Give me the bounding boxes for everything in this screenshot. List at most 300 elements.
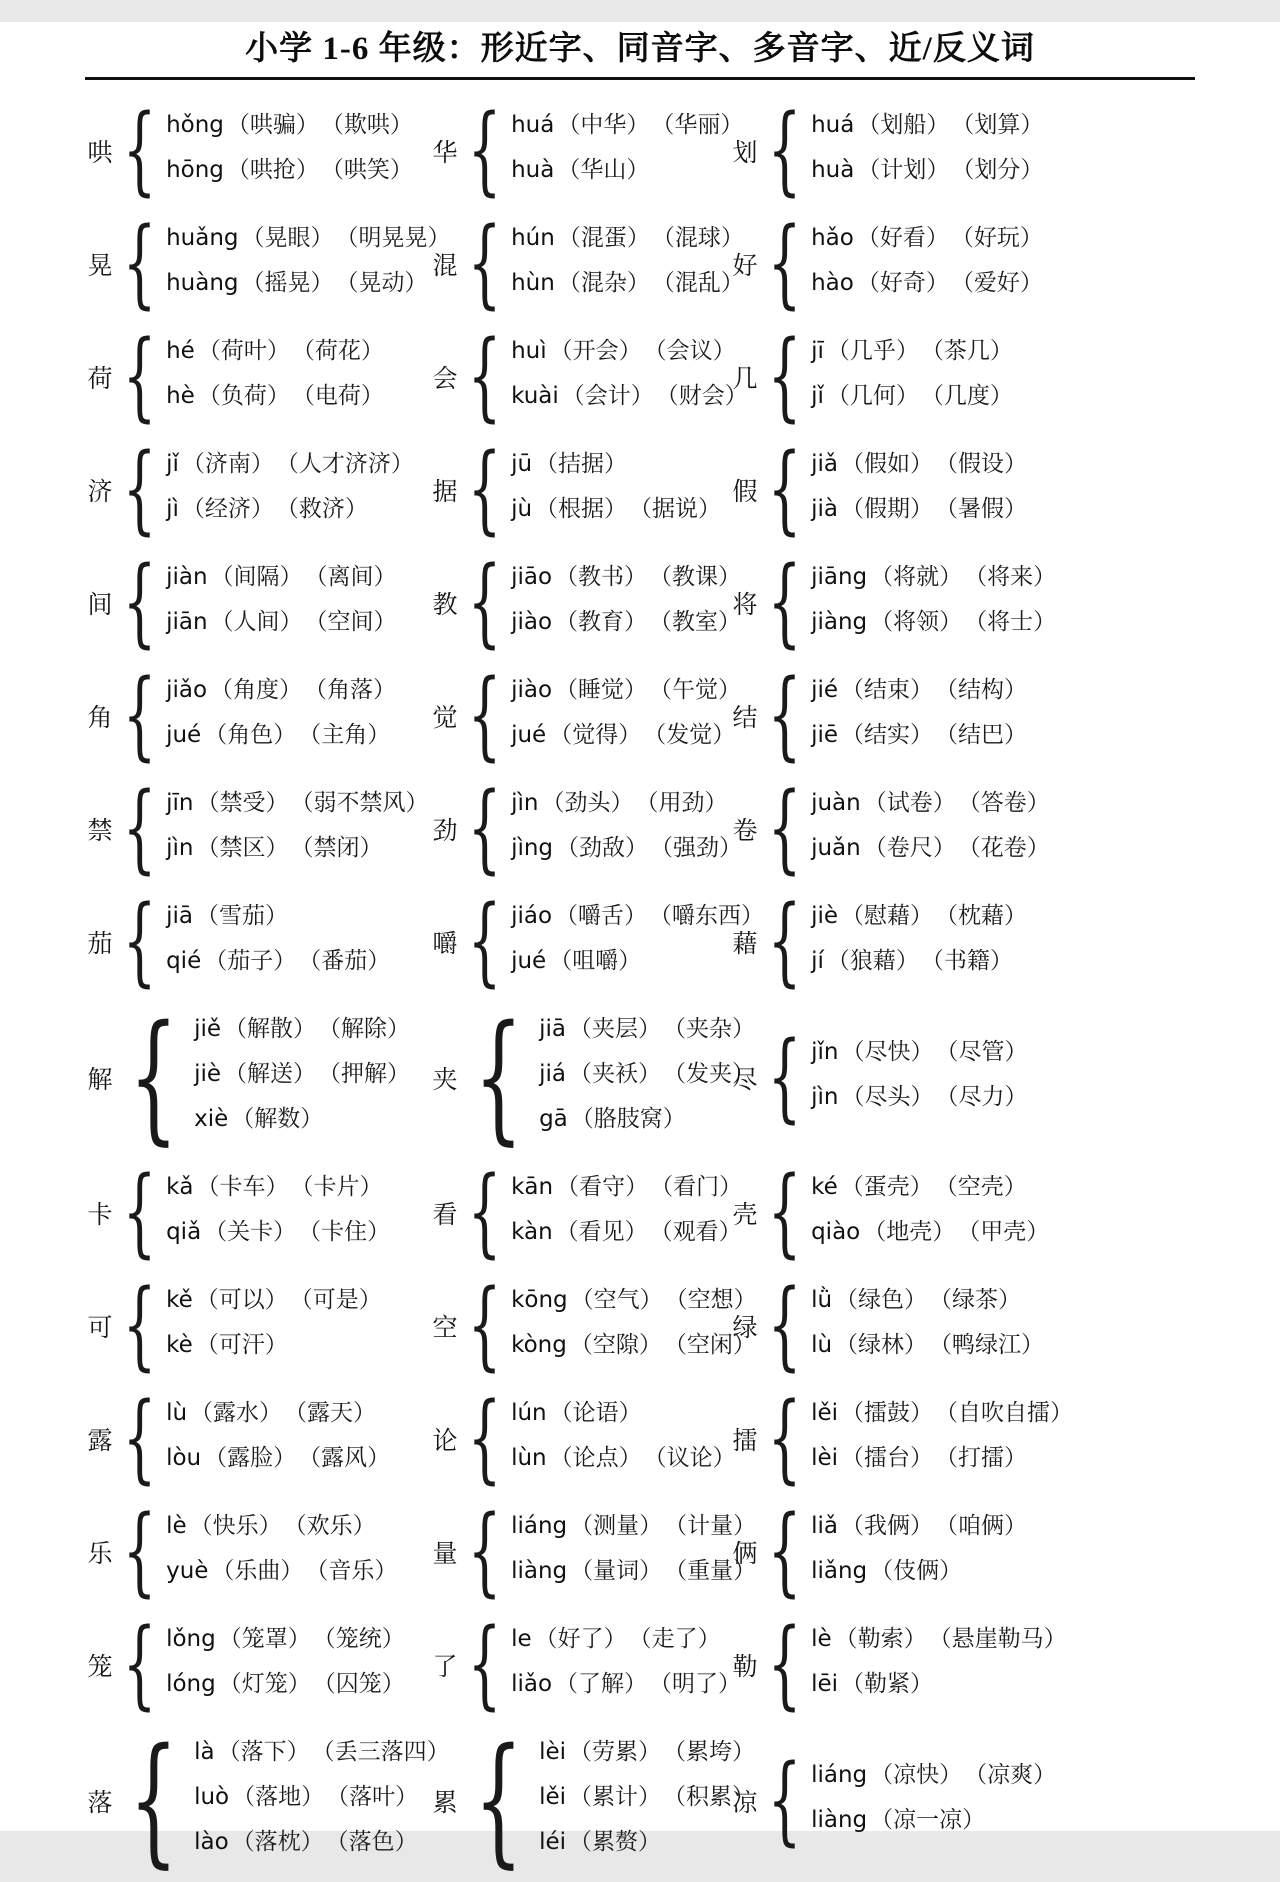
example-word: （ 灯笼 ）	[219, 1665, 311, 1698]
document-page	[0, 22, 1280, 1882]
reading-line	[811, 1801, 1058, 1846]
reading-line	[811, 942, 1029, 987]
example-word: （ 夹层 ）	[569, 1010, 661, 1043]
example-word: （ 空想 ）	[665, 1281, 757, 1314]
reading-line	[511, 1439, 738, 1484]
example-word: （ 教室 ）	[649, 603, 741, 636]
pinyin-text: huǎng	[166, 225, 239, 251]
example-word: （ 爱好 ）	[951, 264, 1043, 297]
example-word: （ 胳肢窝 ）	[571, 1100, 686, 1133]
reading-lines	[511, 784, 744, 874]
entry-character: 觉	[432, 705, 458, 732]
example-word: （ 混球 ）	[652, 219, 744, 252]
reading-lines	[511, 1394, 738, 1484]
example-word: （ 伎俩 ）	[870, 1552, 962, 1585]
reading-line	[811, 1326, 1046, 1371]
reading-lines	[511, 332, 750, 422]
pinyin-text: jiào	[511, 609, 553, 635]
brace-icon: {	[767, 1743, 802, 1856]
brace-icon: {	[467, 546, 502, 659]
reading-lines	[166, 219, 452, 309]
brace-icon: {	[122, 1269, 157, 1382]
brace-icon: {	[122, 1495, 157, 1608]
pinyin-text: lù	[811, 1332, 833, 1358]
brace-icon: {	[767, 1020, 802, 1133]
pinyin-text: jiáo	[511, 903, 553, 929]
reading-line	[811, 490, 1029, 535]
reading-line	[511, 897, 766, 942]
entry	[85, 996, 430, 1159]
reading-line	[166, 1507, 399, 1552]
entry	[85, 546, 430, 659]
brace-icon: {	[467, 207, 502, 320]
reading-line	[811, 1756, 1058, 1801]
example-word: （ 几度 ）	[921, 377, 1013, 410]
entry	[430, 433, 730, 546]
reading-lines	[511, 1281, 759, 1371]
example-word: （ 嚼舌 ）	[555, 897, 647, 930]
example-word: （ 露风 ）	[298, 1439, 390, 1472]
reading-line	[166, 558, 398, 603]
reading-lines	[166, 106, 415, 196]
reading-line	[194, 1100, 412, 1145]
brace-icon: {	[467, 1608, 502, 1721]
pinyin-text: luò	[194, 1784, 230, 1810]
example-word: （ 悬崖勒马 ）	[929, 1620, 1067, 1653]
example-word: （ 摇晃 ）	[242, 264, 334, 297]
pinyin-text: huì	[511, 338, 547, 364]
pinyin-text: kàn	[511, 1219, 553, 1245]
example-word: （ 负荷 ）	[198, 377, 290, 410]
pinyin-text: hōng	[166, 157, 224, 183]
pinyin-text: jiā	[539, 1016, 566, 1042]
pinyin-text: juǎn	[811, 835, 861, 861]
example-word: （ 据说 ）	[629, 490, 721, 523]
entry	[85, 1382, 430, 1495]
example-word: （ 解散 ）	[224, 1010, 316, 1043]
entry	[730, 1156, 1280, 1269]
reading-lines	[811, 1394, 1075, 1484]
example-word: （ 离间 ）	[305, 558, 397, 591]
pinyin-text: hè	[166, 383, 195, 409]
brace-icon: {	[474, 996, 524, 1159]
example-word: （ 开会 ）	[550, 332, 642, 365]
entry-character: 晃	[87, 253, 113, 280]
reading-line	[539, 1055, 757, 1100]
entry	[730, 1743, 1280, 1856]
reading-line	[166, 603, 398, 648]
brace-icon: {	[122, 320, 157, 433]
reading-lines	[811, 1168, 1051, 1258]
example-word: （ 禁闭 ）	[290, 829, 382, 862]
reading-line	[194, 1055, 412, 1100]
reading-line	[811, 151, 1045, 196]
pinyin-text: kòng	[511, 1332, 567, 1358]
example-word: （ 卡片 ）	[291, 1168, 383, 1201]
reading-line	[511, 106, 745, 151]
pinyin-text: liǎng	[811, 1558, 868, 1584]
entry	[85, 885, 430, 998]
reading-lines	[166, 1394, 392, 1484]
example-word: （ 空闲 ）	[664, 1326, 756, 1359]
example-word: （ 书籍 ）	[921, 942, 1013, 975]
reading-lines	[166, 1281, 384, 1371]
entry	[85, 1608, 430, 1721]
reading-line	[166, 1281, 384, 1326]
example-word: （ 暑假 ）	[935, 490, 1027, 523]
pinyin-text: kān	[511, 1174, 554, 1200]
reading-line	[166, 1665, 407, 1710]
entry-character: 藉	[732, 931, 758, 958]
example-word: （ 将领 ）	[870, 603, 962, 636]
entry-character: 好	[732, 253, 758, 280]
brace-icon: {	[767, 546, 802, 659]
reading-lines	[166, 1168, 392, 1258]
example-word: （ 论点 ）	[550, 1439, 642, 1472]
pinyin-text: jìng	[511, 835, 554, 861]
entry	[430, 1156, 730, 1269]
pinyin-text: kōng	[511, 1287, 568, 1313]
example-word: （ 救济 ）	[276, 490, 368, 523]
entry	[430, 772, 730, 885]
reading-line	[166, 784, 430, 829]
example-word: （ 囚笼 ）	[313, 1665, 405, 1698]
example-word: （ 快乐 ）	[190, 1507, 282, 1540]
pinyin-text: jī	[811, 338, 824, 364]
reading-lines	[194, 1010, 412, 1145]
pinyin-text: lùn	[511, 1445, 547, 1471]
entry-character: 凉	[732, 1789, 758, 1817]
pinyin-text: jiǎo	[166, 677, 208, 703]
example-word: （ 觉得 ）	[549, 716, 641, 749]
example-word: （ 卡车 ）	[197, 1168, 289, 1201]
example-word: （ 用劲 ）	[635, 784, 727, 817]
pinyin-text: lǜ	[811, 1287, 833, 1313]
reading-line	[511, 490, 723, 535]
entry-character: 荷	[87, 366, 113, 393]
reading-line	[511, 1620, 743, 1665]
pinyin-text: qiǎ	[166, 1219, 202, 1245]
example-word: （ 积累 ）	[663, 1778, 755, 1811]
example-word: （ 空壳 ）	[935, 1168, 1027, 1201]
entry	[730, 1269, 1280, 1382]
pinyin-text: hé	[166, 338, 195, 364]
pinyin-text: hǒng	[166, 112, 224, 138]
reading-lines	[539, 1010, 757, 1145]
reading-line	[511, 264, 746, 309]
example-word: （ 尽快 ）	[841, 1033, 933, 1066]
example-word: （ 茶几 ）	[921, 332, 1013, 365]
pinyin-text: liáng	[811, 1761, 868, 1788]
example-word: （ 发觉 ）	[643, 716, 735, 749]
example-word: （ 累垮 ）	[663, 1733, 755, 1766]
entry-character: 结	[732, 705, 758, 732]
brace-icon: {	[129, 1719, 179, 1882]
pinyin-text: lún	[511, 1400, 547, 1426]
entry-character: 俩	[732, 1541, 758, 1568]
reading-line	[511, 784, 744, 829]
example-word: （ 雪茄 ）	[196, 897, 288, 930]
example-word: （ 茄子 ）	[204, 942, 296, 975]
brace-icon: {	[767, 433, 802, 546]
example-word: （ 绿茶 ）	[929, 1281, 1021, 1314]
reading-line	[811, 1665, 1069, 1710]
pinyin-text: jiāo	[511, 564, 553, 590]
reading-line	[511, 1168, 744, 1213]
example-word: （ 看守 ）	[556, 1168, 648, 1201]
reading-line	[511, 942, 766, 987]
entry-character: 哄	[87, 140, 113, 167]
pinyin-text: léi	[539, 1829, 567, 1855]
example-word: （ 狼藉 ）	[827, 942, 919, 975]
pinyin-text: jǐn	[811, 1038, 839, 1065]
pinyin-text: jìn	[511, 790, 539, 816]
pinyin-text: jiā	[166, 903, 193, 929]
entry-character: 勒	[732, 1654, 758, 1681]
entry	[430, 1608, 730, 1721]
example-word: （ 重量 ）	[664, 1552, 756, 1585]
entry-character: 华	[432, 140, 458, 167]
title-divider	[85, 77, 1195, 80]
pinyin-text: liàng	[511, 1558, 568, 1584]
reading-line	[811, 1394, 1075, 1439]
pinyin-text: jiào	[511, 677, 553, 703]
pinyin-text: kuài	[511, 383, 559, 409]
reading-line	[166, 829, 430, 874]
example-word: （ 将士 ）	[964, 603, 1056, 636]
example-word: （ 绿林 ）	[835, 1326, 927, 1359]
example-word: （ 午觉 ）	[649, 671, 741, 704]
example-word: （ 鸭绿江 ）	[929, 1326, 1044, 1359]
reading-line	[511, 716, 743, 761]
example-word: （ 落叶 ）	[326, 1778, 418, 1811]
example-word: （ 空气 ）	[571, 1281, 663, 1314]
pinyin-text: liàng	[811, 1806, 868, 1833]
entry-character: 济	[87, 479, 113, 506]
example-word: （ 计划 ）	[857, 151, 949, 184]
example-word: （ 议论 ）	[644, 1439, 736, 1472]
entry	[430, 1382, 730, 1495]
entry	[730, 1020, 1280, 1133]
pinyin-text: jīn	[166, 790, 194, 816]
reading-line	[811, 1078, 1029, 1123]
reading-line	[811, 106, 1045, 151]
reading-lines	[166, 332, 386, 422]
pinyin-text: hún	[511, 225, 555, 251]
reading-line	[811, 264, 1045, 309]
example-word: （ 我俩 ）	[841, 1507, 933, 1540]
pinyin-text: juàn	[811, 790, 861, 816]
pinyin-text: jǐ	[811, 383, 824, 409]
reading-line	[511, 1326, 759, 1371]
example-word: （ 走了 ）	[629, 1620, 721, 1653]
pinyin-text: xiè	[194, 1106, 229, 1132]
example-word: （ 几何 ）	[827, 377, 919, 410]
entries-grid	[0, 94, 1280, 1882]
reading-lines	[166, 445, 416, 535]
pinyin-text: lěi	[539, 1784, 567, 1810]
example-word: （ 可汗 ）	[196, 1326, 288, 1359]
brace-icon: {	[467, 1495, 502, 1608]
reading-line	[194, 1823, 451, 1868]
example-word: （ 人间 ）	[211, 603, 303, 636]
example-word: （ 可是 ）	[290, 1281, 382, 1314]
pinyin-text: jìn	[811, 1083, 839, 1110]
entry-character: 空	[432, 1315, 458, 1342]
reading-line	[811, 1033, 1029, 1078]
example-word: （ 晃眼 ）	[242, 219, 334, 252]
example-word: （ 中华 ）	[557, 106, 649, 139]
entry-character: 落	[87, 1789, 113, 1817]
example-word: （ 嚼东西 ）	[649, 897, 764, 930]
brace-icon: {	[467, 772, 502, 885]
entry	[85, 659, 430, 772]
example-word: （ 明了 ）	[649, 1665, 741, 1698]
example-word: （ 好看 ）	[857, 219, 949, 252]
entry-character: 卷	[732, 818, 758, 845]
example-word: （ 甲壳 ）	[957, 1213, 1049, 1246]
example-word: （ 欢乐 ）	[284, 1507, 376, 1540]
reading-line	[511, 829, 744, 874]
brace-icon: {	[122, 433, 157, 546]
pinyin-text: jǐ	[166, 451, 179, 477]
reading-lines	[194, 1733, 451, 1868]
pinyin-text: lè	[166, 1513, 187, 1539]
pinyin-text: jìn	[166, 835, 194, 861]
example-word: （ 落下 ）	[218, 1733, 310, 1766]
reading-lines	[511, 1168, 744, 1258]
brace-icon: {	[767, 1382, 802, 1495]
entry	[430, 1719, 733, 1882]
example-word: （ 空隙 ）	[570, 1326, 662, 1359]
reading-lines	[811, 1033, 1029, 1123]
pinyin-text: ké	[811, 1174, 838, 1200]
reading-line	[166, 897, 392, 942]
entry-character: 劲	[432, 818, 458, 845]
reading-line	[166, 219, 452, 264]
reading-line	[166, 1394, 392, 1439]
example-word: （ 落色 ）	[326, 1823, 418, 1856]
pinyin-text: kě	[166, 1287, 193, 1313]
example-word: （ 咀嚼 ）	[549, 942, 641, 975]
brace-icon: {	[474, 1719, 524, 1882]
pinyin-text: jū	[511, 451, 533, 477]
entry-character: 几	[732, 366, 758, 393]
brace-icon: {	[467, 94, 502, 207]
reading-line	[166, 1213, 392, 1258]
entry	[730, 1608, 1280, 1721]
example-word: （ 自吹自擂 ）	[935, 1394, 1073, 1427]
reading-lines	[811, 1756, 1058, 1846]
reading-line	[166, 1168, 392, 1213]
example-word: （ 将来 ）	[964, 558, 1056, 591]
reading-line	[166, 1439, 392, 1484]
reading-line	[511, 332, 750, 377]
entry	[430, 885, 742, 998]
reading-line	[811, 1213, 1051, 1258]
pinyin-text: lèi	[811, 1445, 839, 1471]
example-word: （ 发夹 ）	[663, 1055, 755, 1088]
entry	[430, 1269, 734, 1382]
pinyin-text: jiě	[194, 1016, 222, 1042]
entry-character: 间	[87, 592, 113, 619]
pinyin-text: lèi	[539, 1739, 567, 1765]
brace-icon: {	[467, 320, 502, 433]
reading-line	[511, 603, 743, 648]
brace-icon: {	[467, 1269, 502, 1382]
reading-line	[811, 716, 1029, 761]
pinyin-text: jué	[511, 722, 547, 748]
reading-line	[811, 377, 1015, 422]
example-word: （ 试卷 ）	[864, 784, 956, 817]
example-word: （ 禁受 ）	[196, 784, 288, 817]
example-word: （ 花卷 ）	[958, 829, 1050, 862]
entry-character: 看	[432, 1202, 458, 1229]
entry	[730, 94, 1280, 207]
entry	[85, 1269, 430, 1382]
example-word: （ 看门 ）	[650, 1168, 742, 1201]
entry	[85, 94, 430, 207]
example-word: （ 论语 ）	[550, 1394, 642, 1427]
reading-line	[166, 377, 386, 422]
brace-icon: {	[122, 1156, 157, 1269]
example-word: （ 结巴 ）	[935, 716, 1027, 749]
reading-line	[194, 1778, 451, 1823]
reading-lines	[811, 1281, 1046, 1371]
example-word: （ 露脸 ）	[204, 1439, 296, 1472]
entry	[430, 996, 732, 1159]
example-word: （ 好了 ）	[535, 1620, 627, 1653]
pinyin-text: jié	[811, 677, 839, 703]
example-word: （ 荷花 ）	[292, 332, 384, 365]
example-word: （ 哄抢 ）	[227, 151, 319, 184]
example-word: （ 量词 ）	[570, 1552, 662, 1585]
brace-icon: {	[767, 772, 802, 885]
reading-line	[166, 942, 392, 987]
example-word: （ 尽头 ）	[841, 1078, 933, 1111]
example-word: （ 教书 ）	[555, 558, 647, 591]
pinyin-text: lěi	[811, 1400, 839, 1426]
reading-line	[166, 332, 386, 377]
page-title: 小学 1-6 年级：形近字、同音字、多音字、近/反义词	[245, 31, 1035, 67]
brace-icon: {	[767, 885, 802, 998]
entry-character: 会	[432, 366, 458, 393]
entry	[85, 207, 430, 320]
entry	[430, 546, 730, 659]
pinyin-text: huàng	[166, 270, 239, 296]
brace-icon: {	[122, 207, 157, 320]
example-word: （ 混乱 ）	[652, 264, 744, 297]
reading-line	[539, 1823, 757, 1868]
example-word: （ 劲敌 ）	[556, 829, 648, 862]
pinyin-text: huà	[811, 157, 855, 183]
entry	[430, 659, 730, 772]
entry-character: 论	[432, 1428, 458, 1455]
pinyin-text: qiào	[811, 1219, 861, 1245]
example-word: （ 番茄 ）	[298, 942, 390, 975]
reading-line	[511, 1394, 738, 1439]
entry	[730, 433, 1280, 546]
reading-line	[166, 490, 416, 535]
entry	[430, 320, 730, 433]
pinyin-text: jiàng	[811, 609, 868, 635]
pinyin-text: hǎo	[811, 225, 854, 251]
example-word: （ 教课 ）	[649, 558, 741, 591]
entry-character: 卡	[87, 1202, 113, 1229]
entry-character: 乐	[87, 1541, 113, 1568]
brace-icon: {	[767, 1156, 802, 1269]
example-word: （ 露天 ）	[284, 1394, 376, 1427]
